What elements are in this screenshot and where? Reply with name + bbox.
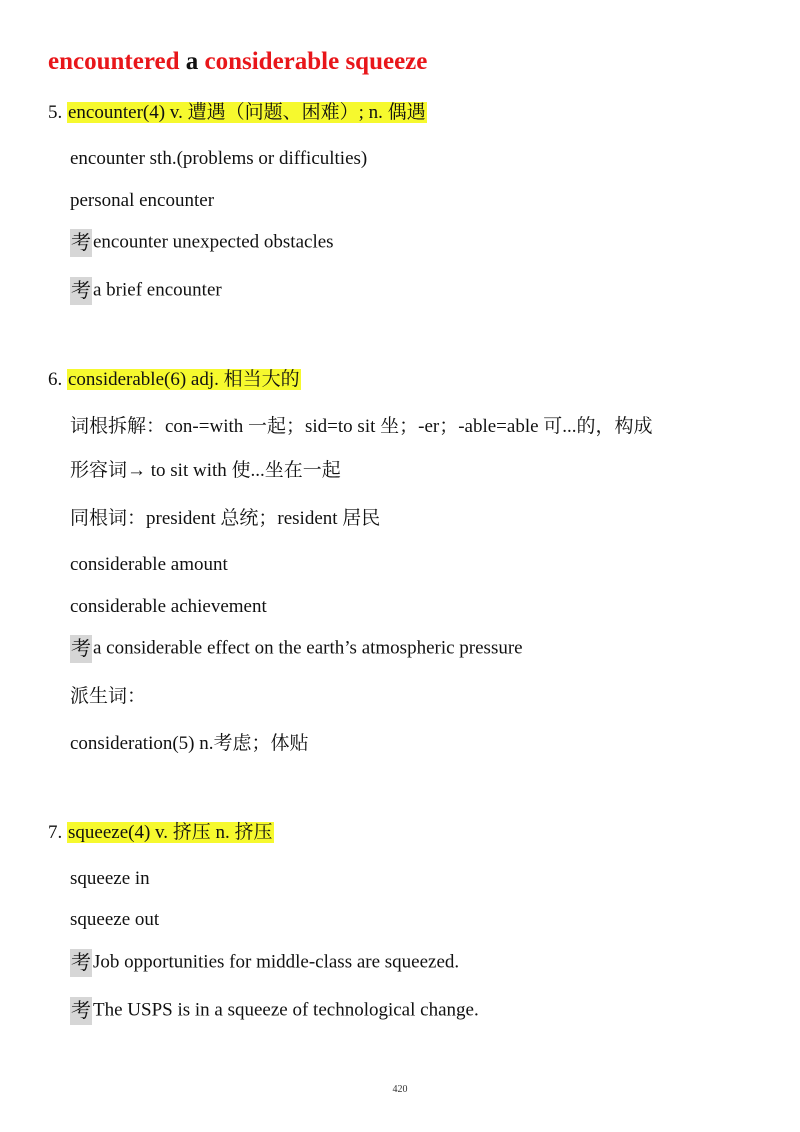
entry-7-line-1: squeeze in (70, 868, 150, 889)
entry-5-line-1: encounter sth.(problems or difficulties) (70, 148, 368, 169)
exam-marker-icon: 考 (70, 635, 92, 663)
heading-word-encountered: encountered (48, 48, 180, 75)
exam-marker-icon: 考 (70, 229, 92, 257)
entry-6-exam-1 (70, 635, 523, 663)
exam-sentence: Job opportunities for middle-class are squeezed. (93, 951, 460, 973)
entry-5-header (48, 100, 427, 126)
entry-6-line-2: 形容词→ to sit with 使...坐在一起 (70, 460, 341, 481)
entry-5-line-2: personal encounter (70, 190, 215, 211)
page-number: 420 (392, 1084, 408, 1095)
entry-7-exam-2 (70, 997, 479, 1025)
entry-6-derived-word: consideration(5) n.考虑；体贴 (70, 733, 309, 754)
exam-sentence: a brief encounter (93, 279, 222, 301)
exam-marker-icon: 考 (70, 277, 92, 305)
entry-7-header (48, 820, 274, 846)
exam-sentence: encounter unexpected obstacles (93, 231, 334, 253)
entry-5-number: 5. (48, 102, 63, 123)
entry-7-exam-1 (70, 949, 459, 977)
entry-6-header (48, 367, 301, 393)
entry-6-line-3: 同根词：president 总统；resident 居民 (70, 508, 381, 529)
entry-5-exam-2 (70, 277, 222, 305)
entry-6-line-5: considerable achievement (70, 596, 267, 617)
exam-sentence: The USPS is in a squeeze of technological change. (93, 999, 479, 1021)
entry-7-number: 7. (48, 822, 63, 843)
entry-6-derived-label: 派生词： (70, 686, 147, 707)
heading-word-considerable-squeeze: considerable squeeze (204, 48, 428, 75)
exam-marker-icon: 考 (70, 949, 92, 977)
entry-6-headword: considerable(6) adj. 相当大的 (68, 369, 300, 390)
entry-5-headword: encounter(4) v. 遭遇（问题、困难）; n. 偶遇 (68, 102, 426, 123)
page-heading (48, 48, 427, 76)
entry-6-line-4: considerable amount (70, 554, 228, 575)
entry-7-line-2: squeeze out (70, 909, 160, 930)
exam-marker-icon: 考 (70, 997, 92, 1025)
entry-6-number: 6. (48, 369, 63, 390)
entry-6-line-1: 词根拆解：con-=with 一起；sid=to sit 坐；-er；-able=able 可...的，构成 (70, 416, 653, 437)
heading-word-a: a (185, 48, 199, 75)
entry-5-exam-1 (70, 229, 334, 257)
exam-sentence: a considerable effect on the earth’s atmospheric pressure (93, 637, 523, 659)
entry-7-headword: squeeze(4) v. 挤压 n. 挤压 (68, 822, 273, 843)
